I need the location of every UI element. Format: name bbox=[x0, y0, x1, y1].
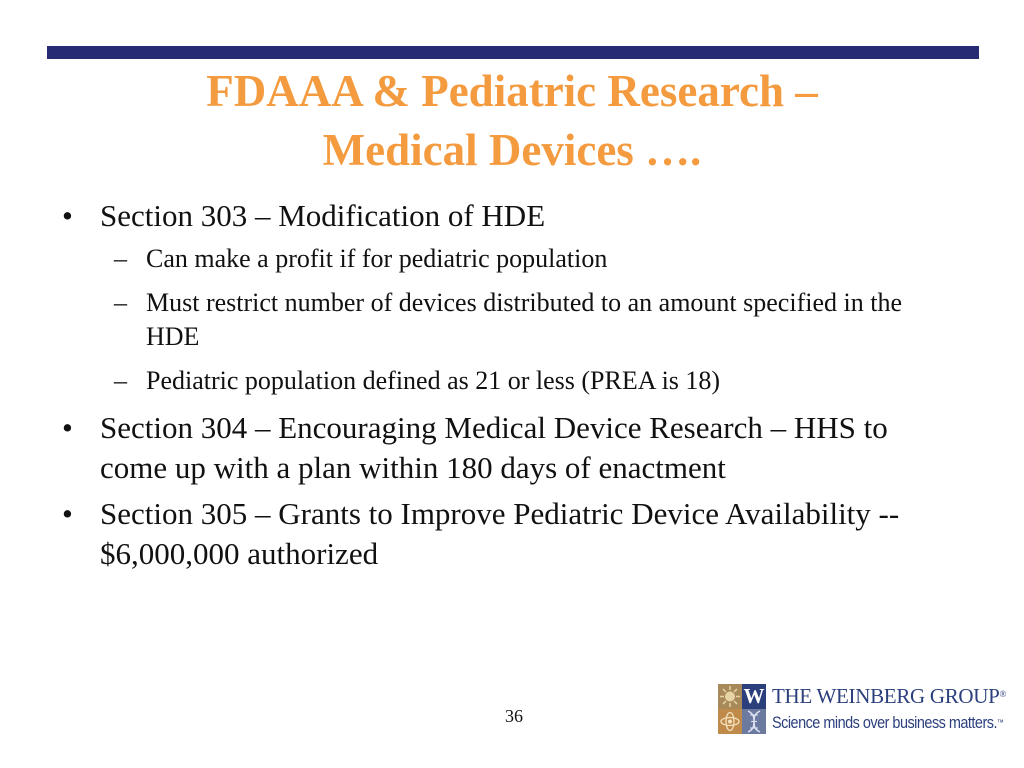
atom-icon bbox=[718, 709, 742, 734]
sub-bullet-marker: – bbox=[114, 244, 127, 273]
bullet-marker: • bbox=[62, 198, 73, 233]
sunburst-icon bbox=[718, 684, 742, 709]
bullet-text: Section 305 – Grants to Improve Pediatric Device Availability -- $6,000,000 authorized bbox=[100, 496, 900, 571]
logo-company-name bbox=[772, 684, 1006, 709]
sub-bullet-population bbox=[56, 364, 956, 398]
bullet-marker: • bbox=[62, 496, 73, 531]
logo-emblem bbox=[718, 684, 766, 734]
trademark-mark: ™ bbox=[996, 718, 1004, 727]
logo-mosaic-cell bbox=[718, 684, 742, 709]
logo-tagline bbox=[772, 711, 1003, 735]
logo-mosaic-cell bbox=[718, 709, 742, 734]
slide-body bbox=[56, 196, 956, 580]
title-line-1: FDAAA & Pediatric Research – bbox=[206, 66, 818, 116]
dna-icon bbox=[742, 709, 766, 734]
title-line-2: Medical Devices …. bbox=[322, 125, 702, 175]
logo-tagline-text: Science minds over business matters. bbox=[772, 713, 997, 732]
sub-bullet-text: Pediatric population defined as 21 or less (PREA is 18) bbox=[146, 366, 721, 395]
registered-mark: ® bbox=[999, 689, 1007, 699]
bullet-text: Section 304 – Encouraging Medical Device Research – HHS to come up with a plan within 180 days of enactment bbox=[100, 410, 888, 485]
logo-letter-w: W bbox=[743, 684, 765, 708]
sub-bullet-profit bbox=[56, 242, 956, 276]
weinberg-group-logo bbox=[718, 684, 1007, 738]
logo-name-text: THE WEINBERG GROUP bbox=[772, 684, 1000, 708]
bullet-text: Section 303 – Modification of HDE bbox=[100, 198, 546, 233]
sub-bullet-list bbox=[56, 242, 956, 398]
sub-bullet-marker: – bbox=[114, 366, 127, 395]
bullet-section-304 bbox=[56, 408, 956, 488]
sub-bullet-restrict bbox=[56, 286, 956, 354]
bullet-marker: • bbox=[62, 410, 73, 445]
logo-mosaic-cell bbox=[742, 709, 766, 734]
slide-title bbox=[60, 62, 964, 180]
sub-bullet-marker: – bbox=[114, 288, 127, 317]
bullet-section-305 bbox=[56, 494, 956, 574]
page-number: 36 bbox=[505, 706, 523, 726]
sub-bullet-text: Can make a profit if for pediatric population bbox=[146, 244, 608, 273]
top-rule bbox=[47, 46, 979, 59]
bullet-section-303 bbox=[56, 196, 956, 236]
sub-bullet-text: Must restrict number of devices distributed to an amount specified in the HDE bbox=[146, 288, 902, 351]
